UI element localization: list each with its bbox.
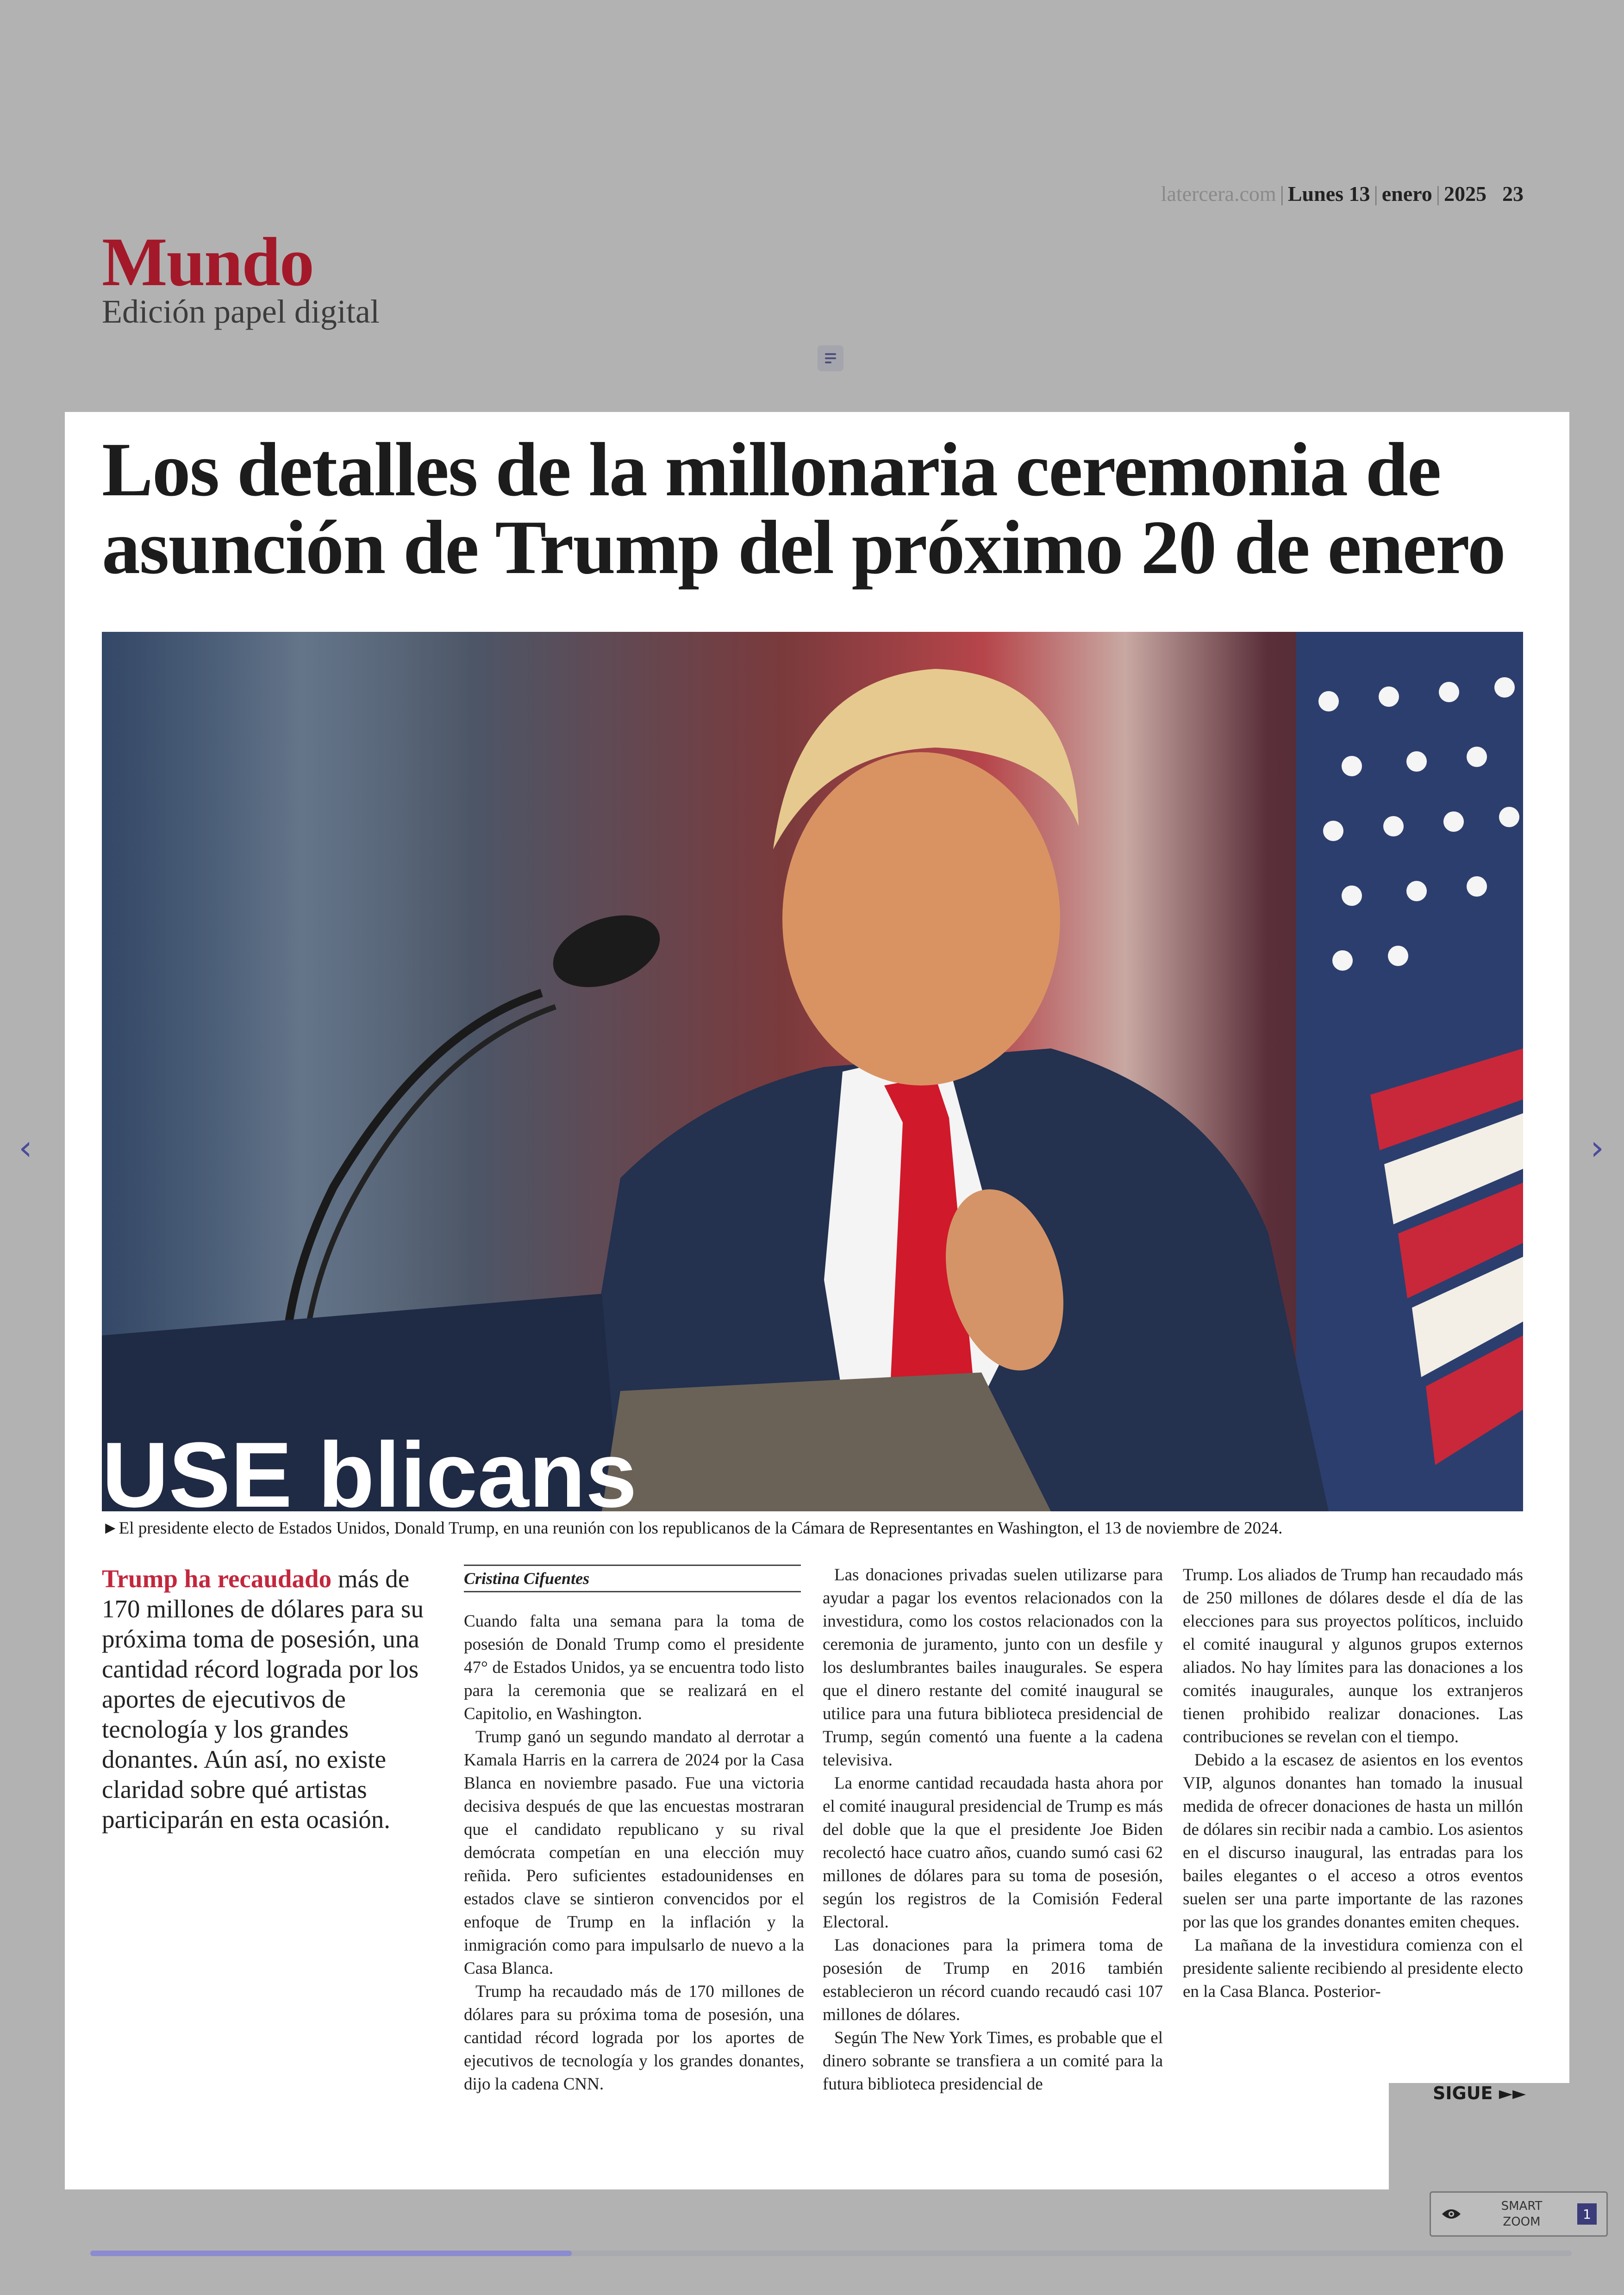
smart-zoom-button[interactable] <box>1430 2191 1608 2237</box>
article-column-1 <box>464 1610 804 2096</box>
smart-zoom-label: SMART ZOOM <box>1501 2199 1543 2229</box>
date-year: 2025 <box>1444 182 1487 206</box>
eye-icon <box>1441 2208 1469 2220</box>
progress-fill <box>90 2251 572 2256</box>
article-column-3 <box>1183 1564 1523 2003</box>
section-title: Mundo <box>102 224 313 300</box>
lead-highlight: Trump ha recaudado <box>102 1565 332 1593</box>
flag-illustration <box>1296 632 1523 1511</box>
site-name: latercera.com <box>1161 182 1276 206</box>
paragraph: Las donaciones para la primera toma de posesión de Trump en 2016 también establecieron un récord cuando recaudó casi 107 millones de dólares. <box>823 1936 1163 2024</box>
byline: Cristina Cifuentes <box>464 1565 801 1592</box>
paragraph: Trump ganó un segundo mandato al derrotar a Kamala Harris en la carrera de 2024 por la Casa Blanca en noviembre pasado. Fue una victoria decisiva después de que las encuestas mostraran que el candidato republicano y su rival demócrata competían en una elección muy reñida. Pero suficientes estadounidenses en estados clave se sintieron convencidos por el enfoque de Trump en la inflación y la inmigración como para impulsarlo de nuevo a la Casa Blanca. <box>464 1727 804 1978</box>
article-column-2 <box>823 1564 1163 2096</box>
paragraph: La enorme cantidad recaudada hasta ahora por el comité inaugural presidencial de Trump es más del doble que la que el presidente Joe Biden recolectó hace cuatro años, cuando sumó casi 62 millones de dólares para su toma de posesión, según los registros de la Comisión Federal Electoral. <box>823 1774 1163 1932</box>
paragraph: Debido a la escasez de asientos en los eventos VIP, algunos donantes han tomado la inusual medida de ofrecer donaciones de hasta un millón de dólares sin recibir nada a cambio. Los asientos en el discurso inaugural, las entradas para los bailes elegantes o el acceso a otros eventos suelen ser una parte importante de las razones por las que los grandes donantes emiten cheques. <box>1183 1751 1523 1932</box>
continue-label: SIGUE ►► <box>1433 2083 1526 2103</box>
paragraph: Cuando falta una semana para la toma de posesión de Donald Trump como el presidente 47° de Estados Unidos, ya se encuentra todo listo para la ceremonia que se realizará en el Capitolio, en Washington. <box>464 1612 804 1723</box>
article-headline: Los detalles de la millonaria ceremonia de asunción de Trump del próximo 20 de enero <box>102 427 1505 590</box>
paragraph: Según The New York Times, es probable que el dinero sobrante se transfiera a un comité para la futura biblioteca presidencial de <box>823 2028 1163 2094</box>
paragraph: Trump ha recaudado más de 170 millones de dólares para su próxima toma de posesión, una cantidad récord lograda por los aportes de ejecutivos de tecnología y los grandes donantes, dijo la cadena CNN. <box>464 1982 804 2094</box>
date-day: Lunes 13 <box>1287 182 1370 206</box>
page-progress-bar[interactable] <box>90 2251 1572 2256</box>
chevron-right-icon: › <box>1590 1128 1604 1168</box>
podium-sign-text: USE blicans <box>102 1423 637 1511</box>
next-page-button[interactable] <box>1583 1129 1611 1166</box>
page-count-badge: 1 <box>1577 2203 1597 2225</box>
article-lead <box>102 1564 442 1834</box>
lead-text: más de 170 millones de dólares para su próxima toma de posesión, una cantidad récord lograda por los aportes de ejecutivos de tecnología y los grandes donantes. Aún así, no existe claridad sobre qué artistas participarán en esta ocasión. <box>102 1565 424 1834</box>
date-month: enero <box>1381 182 1432 206</box>
article-photo <box>102 632 1523 1511</box>
section-subtitle: Edición papel digital <box>102 293 380 330</box>
previous-page-button[interactable] <box>12 1129 39 1166</box>
paragraph: La mañana de la investidura comienza con el presidente saliente recibiendo al presidente electo en la Casa Blanca. Posterior- <box>1183 1936 1523 2001</box>
notes-icon[interactable] <box>818 345 843 371</box>
page-number: 23 <box>1502 182 1524 206</box>
paragraph: Las donaciones privadas suelen utilizarse para ayudar a pagar los eventos relacionados con la investidura, como los costos relacionados con la ceremonia de juramento, junto con un desfile y los deslumbrantes bailes inaugurales. Se espera que el dinero restante del comité inaugural se utilice para una futura biblioteca presidencial de Trump, según comentó una fuente a la cadena televisiva. <box>823 1565 1163 1770</box>
chevron-left-icon: ‹ <box>19 1128 32 1168</box>
photo-caption: ►El presidente electo de Estados Unidos, Donald Trump, en una reunión con los republicanos de la Cámara de Representantes en Washington, el 13 de noviembre de 2024. <box>102 1519 1283 1538</box>
masthead-date: latercera.com | Lunes 13 | enero | 2025 23 <box>1161 182 1524 206</box>
paragraph: Trump. Los aliados de Trump han recaudado más de 250 millones de dólares desde el día de las elecciones para sus proyectos políticos, incluido el comité inaugural y algunos grupos externos aliados. No hay límites para las donaciones a los comités inaugurales, aunque los extranjeros tienen prohibido realizar donaciones. Las contribuciones se revelan con el tiempo. <box>1183 1565 1523 1746</box>
